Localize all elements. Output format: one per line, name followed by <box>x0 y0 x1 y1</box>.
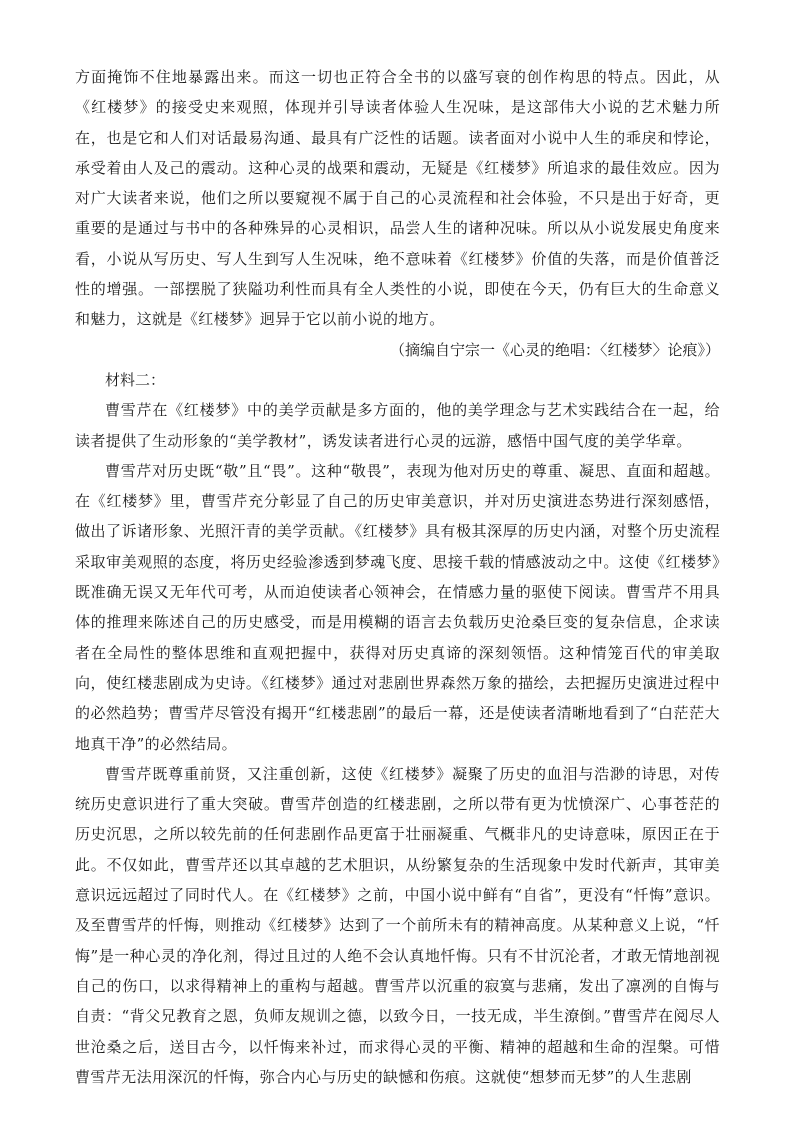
body-paragraph-2: 曹雪芹在《红楼梦》中的美学贡献是多方面的，他的美学理念与艺术实践结合在一起，给读者提供了生动形象的“美学教材”，诱发读者进行心灵的远游，感悟中国气度的美学华章。 <box>75 401 720 450</box>
body-paragraph-4: 曹雪芹既尊重前贤，又注重创新，这使《红楼梦》凝聚了历史的血泪与浩渺的诗思，对传统历史意识进行了重大突破。曹雪芹创造的红楼悲剧，之所以带有更为忧愤深广、心事苍茫的历史沉思，之所以较先前的任何悲剧作品更富于壮丽凝重、气概非凡的史诗意味，原因正在于此。不仅如此，曹雪芹还以其卓越的艺术胆识，从纷繁复杂的生活现象中发时代新声，其审美意识远远超过了同时代人。在《红楼梦》之前，中国小说中鲜有“自省”，更没有“忏悔”意识。及至曹雪芹的忏悔，则推动《红楼梦》达到了一个前所未有的精神高度。从某种意义上说，“忏悔”是一种心灵的净化剂，得过且过的人绝不会认真地忏悔。只有不甘沉沦者，才敢无情地剖视自己的伤口，以求得精神上的重构与超越。曹雪芹以沉重的寂寞与悲痛，发出了凛冽的自悔与自责：“背父兄教育之恩，负师友规训之德，以致今日，一技无成，半生潦倒。”曹雪芹在阅尽人世沧桑之后，送目古今，以忏悔来补过，而求得心灵的平衡、精神的超越和生命的涅槃。可惜曹雪芹无法用深沉的忏悔，弥合内心与历史的缺憾和伤痕。这就使“想梦而无梦”的人生悲剧 <box>75 764 720 1086</box>
body-paragraph-3: 曹雪芹对历史既“敬”且“畏”。这种“敬畏”，表现为他对历史的尊重、凝思、直面和超越。在《红楼梦》里，曹雪芹充分彰显了自己的历史审美意识，并对历史演进态势进行深刻感悟，做出了诉诸形象、光照汗青的美学贡献。《红楼梦》具有极其深厚的历史内涵，对整个历史流程采取审美观照的态度，将历史经验渗透到梦魂飞度、思接千载的情感波动之中。这使《红楼梦》既准确无误又无年代可考，从而迫使读者心领神会，在情感力量的驱使下阅读。曹雪芹不用具体的推理来陈述自己的历史感受，而是用模糊的语言去负载历史沧桑巨变的复杂信息，企求读者在全局性的整体思维和直观把握中，获得对历史真谛的深刻领悟。这种情笼百代的审美取向，使红楼悲剧成为史诗。《红楼梦》通过对悲剧世界森然万象的描绘，去把握历史演进过程中的必然趋势；曹雪芹尽管没有揭开“红楼悲剧”的最后一幕，还是使读者清晰地看到了“白茫茫大地真干净”的必然结局。 <box>75 461 720 753</box>
body-paragraph-1: 方面掩饰不住地暴露出来。而这一切也正符合全书的以盛写衰的创作构思的特点。因此，从《红楼梦》的接受史来观照，体现并引导读者体验人生况味，是这部伟大小说的艺术魅力所在，也是它和人们对话最易沟通、最具有广泛性的话题。读者面对小说中人生的乖戾和悖论，承受着由人及己的震动。这种心灵的战栗和震动，无疑是《红楼梦》所追求的最佳效应。因为对广大读者来说，他们之所以要窥视不属于自己的心灵流程和社会体验，不只是出于好奇，更重要的是通过与书中的各种殊异的心灵相识，品尝人生的诸种况味。所以从小说发展史角度来看，小说从写历史、写人生到写人生况味，绝不意味着《红楼梦》价值的失落，而是价值普泛性的增强。一部摆脱了狭隘功利性而具有全人类性的小说，即使在今天，仍有巨大的生命意义和魅力，这就是《红楼梦》迥异于它以前小说的地方。 <box>75 68 720 329</box>
source-citation: （摘编自宁宗一《心灵的绝唱：〈红楼梦〉论痕》） <box>389 340 720 359</box>
material-label: 材料二： <box>105 370 166 389</box>
text-column <box>75 62 720 1092</box>
